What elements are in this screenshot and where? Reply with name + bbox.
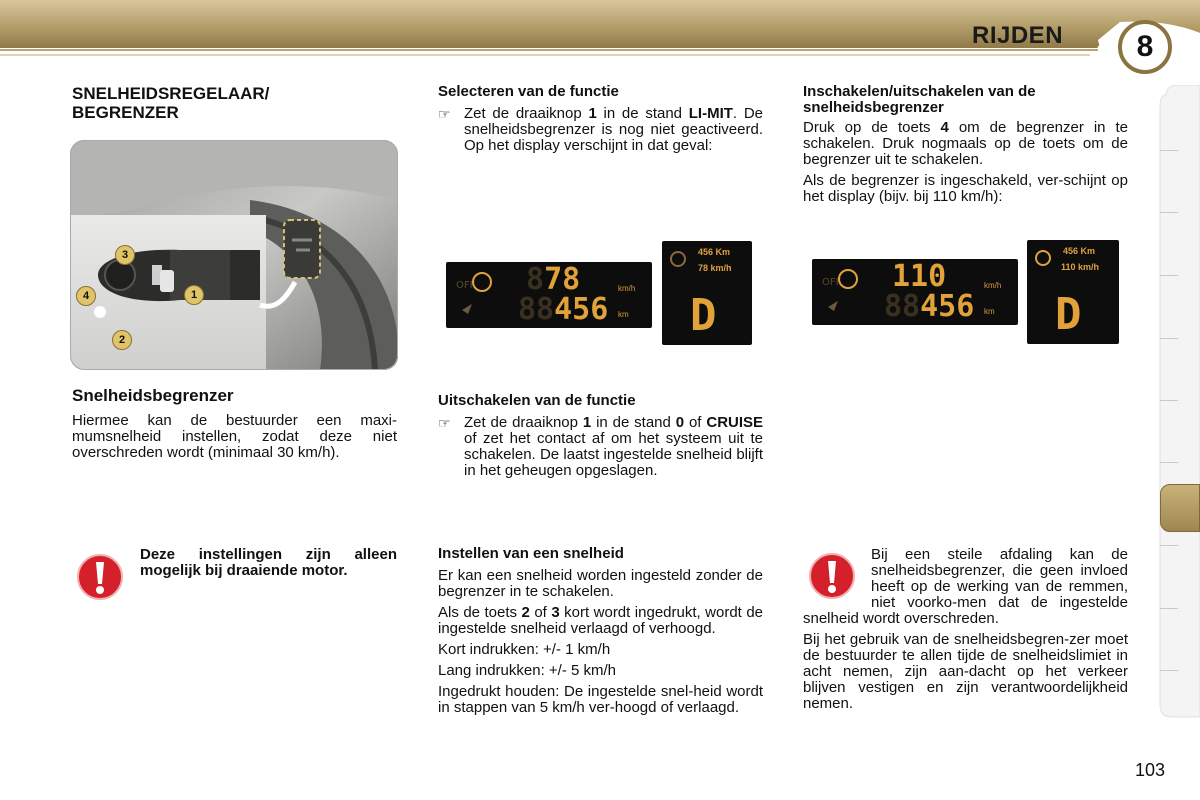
- warning-paragraph-2: Bij het gebruik van de snelheidsbegren-zer moet de bestuurder te allen tijde de snelheidslimiet in acht nemen, zijn aan-dacht op het verkeer blijven vestigen en zijn verantwoordelijkheid nemen.: [803, 631, 1128, 712]
- display-unit-distance: km: [984, 307, 995, 316]
- speed-limit-icon: [1033, 248, 1055, 272]
- dashboard-display-wide: OFF 878 88456 km/h km: [446, 262, 652, 328]
- display-odo-value: 456: [920, 289, 975, 324]
- chapter-title: RIJDEN: [972, 22, 1064, 49]
- warning-text: Deze instellingen zijn alleen mogelijk bij draaiende motor.: [140, 546, 397, 579]
- display-gear: D: [690, 290, 717, 341]
- display-odo-box: 456 Km: [698, 247, 731, 257]
- off-heading: Uitschakelen van de functie: [438, 392, 636, 409]
- tab-divider: [1160, 400, 1178, 401]
- callout-1: 1: [184, 285, 204, 305]
- set-paragraph-5: Ingedrukt houden: De ingestelde snel-heid wordt in stappen van 5 km/h ver-hoogd of verlaagd.: [438, 683, 763, 716]
- select-bullet: ☞ Zet de draaiknop 1 in de stand LI-MIT. De snelheidsbegrenzer is nog niet geactiveerd. Op het display verschijnt in dat geval:: [438, 105, 763, 154]
- display-unit-distance: km: [618, 310, 629, 319]
- tab-divider: [1160, 150, 1178, 151]
- callout-4: 4: [76, 286, 96, 306]
- cruise-icons: [454, 268, 494, 322]
- onoff-heading: Inschakelen/uitschakelen van de snelheidsbegrenzer: [803, 83, 1036, 116]
- tab-divider: [1160, 670, 1178, 671]
- onoff-paragraph-2: Als de begrenzer is ingeschakeld, ver-schijnt op het display (bijv. bij 110 km/h):: [803, 172, 1128, 205]
- set-heading: Instellen van een snelheid: [438, 545, 624, 562]
- callout-2: 2: [112, 330, 132, 350]
- select-heading: Selecteren van de functie: [438, 83, 619, 100]
- display-unit-speed: km/h: [984, 281, 1002, 290]
- svg-text:OFF: OFF: [456, 280, 476, 291]
- set-paragraph-3: Kort indrukken: +/- 1 km/h: [438, 641, 611, 658]
- cruise-icons: [820, 265, 860, 319]
- dashboard-display-square: [1027, 240, 1119, 344]
- set-paragraph-4: Lang indrukken: +/- 5 km/h: [438, 662, 617, 679]
- chapter-tab-strip: [1158, 85, 1200, 725]
- chapter-tab-active[interactable]: [1160, 484, 1200, 532]
- display-speed-box: 78 km/h: [698, 263, 732, 273]
- tab-divider: [1160, 608, 1178, 609]
- display-speed-box: 110 km/h: [1061, 262, 1100, 272]
- dashboard-display-square: [662, 241, 752, 345]
- display-unit-speed: km/h: [618, 284, 636, 293]
- tab-divider: [1160, 545, 1178, 546]
- display-speed-value: 110: [892, 259, 947, 294]
- callout-3: 3: [115, 245, 135, 265]
- tab-divider: [1160, 338, 1178, 339]
- off-bullet: ☞ Zet de draaiknop 1 in de stand 0 of CRUISE of zet het contact af om het systeem uit te schakelen. De laatst ingestelde snelheid blijft in het geheugen opgeslagen.: [438, 414, 764, 479]
- pointing-hand-icon: ☞: [438, 415, 451, 431]
- display-odo-value: 456: [554, 292, 609, 327]
- subsection-title: Snelheidsbegrenzer: [72, 386, 234, 405]
- right-warning-block: [803, 547, 1128, 717]
- dashboard-display-wide: OFF 110 88456 km/h km: [812, 259, 1018, 325]
- page-number: 103: [1135, 760, 1166, 780]
- chapter-badge: [1118, 20, 1172, 74]
- warning-paragraph-1: Bij een steile afdaling kan de snelheidsbegrenzer, die geen invloed heeft op de werking van de remmen, niet voorko-men dat de ingestelde snelheid wordt overschreden.: [803, 546, 1128, 627]
- warning-icon: [76, 553, 124, 601]
- onoff-paragraph-1: Druk op de toets 4 om de begrenzer in te schakelen. Druk nogmaals op de toets om de begrenzer uit te schakelen.: [803, 119, 1129, 168]
- display-odo-box: 456 Km: [1063, 246, 1096, 256]
- tab-divider: [1160, 212, 1178, 213]
- display-speed-value: 78: [544, 262, 581, 297]
- set-speed-section: [438, 546, 763, 721]
- speed-limit-icon: [668, 249, 690, 273]
- set-paragraph-1: Er kan een snelheid worden ingesteld zonder de begrenzer in te schakelen.: [438, 567, 763, 600]
- tab-divider: [1160, 462, 1178, 463]
- display-gear: D: [1055, 289, 1082, 340]
- pointing-hand-icon: ☞: [438, 106, 451, 122]
- section-title: SNELHEIDSREGELAAR/ BEGRENZER: [72, 84, 270, 122]
- chapter-number: 8: [1136, 30, 1154, 63]
- svg-text:OFF: OFF: [822, 277, 842, 288]
- tab-divider: [1160, 275, 1178, 276]
- set-paragraph-2: Als de toets 2 of 3 kort wordt ingedrukt, wordt de ingestelde snelheid verlaagd of verhoogd.: [438, 604, 763, 637]
- intro-paragraph: Hiermee kan de bestuurder een maxi-mumsnelheid instellen, zodat deze niet overschreden wordt (minimaal 30 km/h).: [72, 412, 397, 461]
